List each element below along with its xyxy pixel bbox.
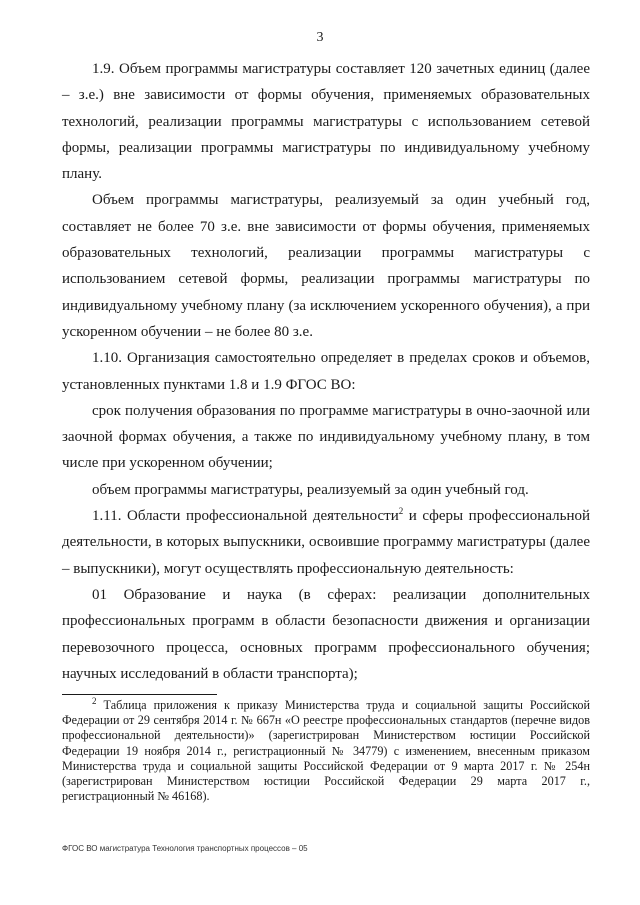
page-number: 3 <box>316 30 324 45</box>
main-text <box>62 56 590 687</box>
paragraph-1-9-volume: Объем программы магистратуры, реализуемый за один учебный год, составляет не более 70 з.е. вне зависимости от формы обучения, применяемых образовательных технологий, реализации программы магистратуры с использованием сетевой формы, реализации программы магистратуры по индивидуальному учебному плану (за исключением ускоренного обучения), а при ускоренном обучении – не более 80 з.е. <box>62 192 590 340</box>
footnote-reference: 2 <box>398 506 404 517</box>
page-footer: ФГОС ВО магистратура Технология транспортных процессов – 05 <box>62 844 308 853</box>
footnote-text: Таблица приложения к приказу Министерства труда и социальной защиты Российской Федерации от 29 сентября 2014 г. № 667н «О реестре профессиональных стандартов (перечне видов профессиональной деятельности)» (зарегистрирован Министерством юстиции Российской Федерации 19 ноября 2014 г., регистрационный № 34779) с изменением, внесенным приказом Министерства труда и социальной защиты Российской Федерации от 9 марта 2017 г. № 254н (зарегистрирован Министерством юстиции Российской Федерации 29 марта 2017 г., регистрационный № 46168). <box>62 698 590 804</box>
paragraph-1-10-volume: объем программы магистратуры, реализуемый за один учебный год. <box>92 481 529 498</box>
paragraph-1-11-start: 1.11. Области профессиональной деятельности <box>92 508 399 525</box>
paragraph-1-10-term: срок получения образования по программе магистратуры в очно-заочной или заочной формах обучения, а также по индивидуальному учебному плану, в том числе при ускоренном обучении; <box>62 402 590 472</box>
paragraph-01-education: 01 Образование и наука (в сферах: реализации дополнительных профессиональных программ в области безопасности движения и организации перевозочного процесса, основных программ профессионального обучения; научных исследований в области транспорта); <box>62 586 590 682</box>
footnote-divider <box>62 694 217 695</box>
paragraph-1-11-end: и сферы профессиональной деятельности, в которых выпускники, освоившие программу магистратуры (далее – выпускники), могут осуществлять профессиональную деятельность: <box>62 508 590 577</box>
paragraph-1-9: 1.9. Объем программы магистратуры составляет 120 зачетных единиц (далее – з.е.) вне зависимости от формы обучения, применяемых образовательных технологий, реализации программы магистратуры с использованием сетевой формы, реализации программы магистратуры по индивидуальному учебному плану. <box>62 61 590 183</box>
footnote-marker: 2 <box>92 695 97 706</box>
paragraph-1-11 <box>62 503 590 582</box>
footnote <box>62 695 590 804</box>
paragraph-1-10: 1.10. Организация самостоятельно определяет в пределах сроков и объемов, установленных пунктами 1.8 и 1.9 ФГОС ВО: <box>62 350 590 393</box>
